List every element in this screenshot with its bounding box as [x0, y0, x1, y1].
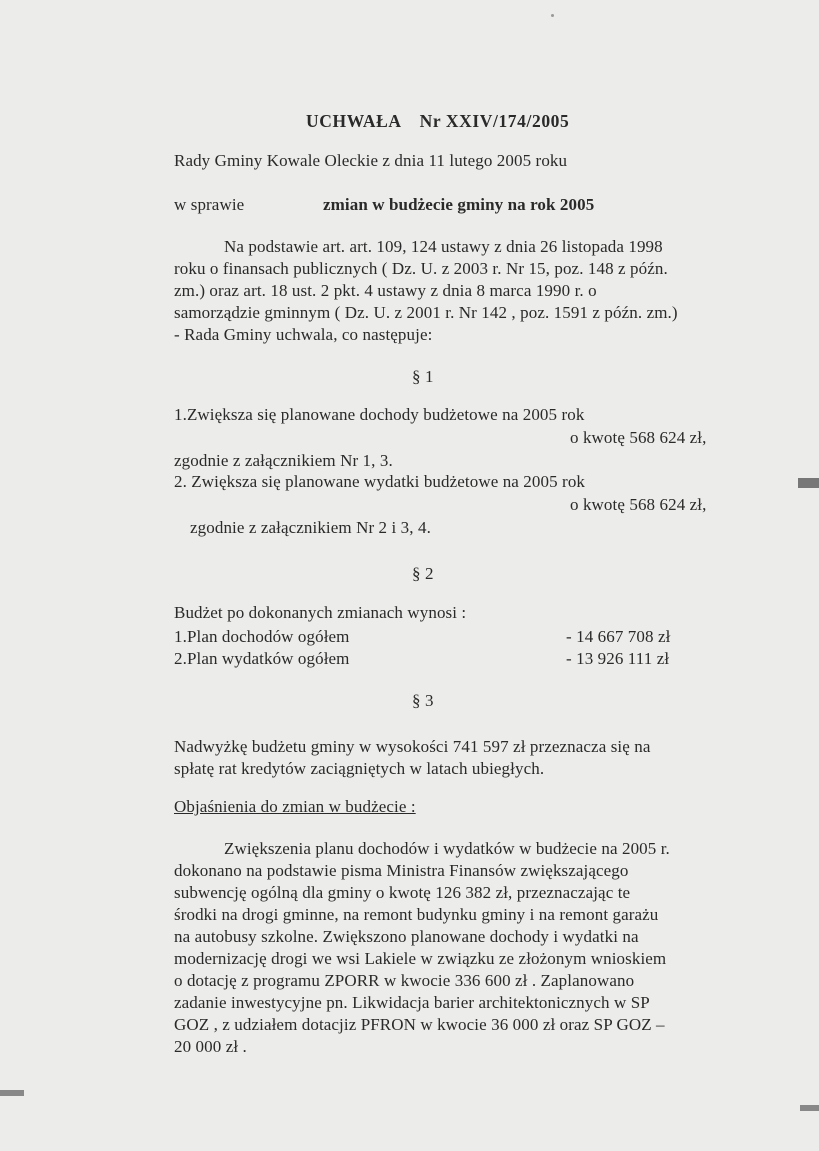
- explanation-line: subwencję ogólną dla gminy o kwotę 126 382 zł, przeznaczając te: [174, 883, 631, 902]
- explanation-line: Zwiększenia planu dochodów i wydatków w budżecie na 2005 r.: [224, 839, 670, 858]
- scan-edge-mark: [798, 478, 819, 488]
- section-1-reference-1: zgodnie z załącznikiem Nr 1, 3.: [174, 451, 393, 470]
- resolution-title-word: UCHWAŁA: [306, 111, 402, 131]
- scan-speck: [551, 14, 554, 17]
- explanation-line: zadanie inwestycyjne pn. Likwidacja barier architektonicznych w SP: [174, 993, 650, 1012]
- expense-plan-label: 2.Plan wydatków ogółem: [174, 649, 350, 668]
- explanation-line: GOZ , z udziałem dotacjiz PFRON w kwocie 36 000 zł oraz SP GOZ –: [174, 1015, 665, 1034]
- section-2-intro: Budżet po dokonanych zmianach wynosi :: [174, 603, 467, 622]
- section-1-amount-2: o kwotę 568 624 zł,: [570, 495, 707, 514]
- income-plan-label: 1.Plan dochodów ogółem: [174, 627, 350, 646]
- explanation-line: modernizację drogi we wsi Lakiele w związku ze złożonym wnioskiem: [174, 949, 667, 968]
- matter-label: w sprawie: [174, 195, 245, 214]
- explanation-heading: Objaśnienia do zmian w budżecie :: [174, 797, 416, 816]
- section-3-heading: § 3: [412, 691, 434, 710]
- scan-edge-mark: [0, 1090, 24, 1096]
- legal-basis-line: samorządzie gminnym ( Dz. U. z 2001 r. Nr 142 , poz. 1591 z późn. zm.): [174, 303, 678, 322]
- explanation-line: 20 000 zł .: [174, 1037, 247, 1056]
- legal-basis-line: zm.) oraz art. 18 ust. 2 pkt. 4 ustawy z dnia 8 marca 1990 r. o: [174, 281, 597, 300]
- resolution-number: Nr XXIV/174/2005: [419, 111, 570, 131]
- expense-plan-value: - 13 926 111 zł: [566, 649, 670, 668]
- legal-basis-line: Na podstawie art. art. 109, 124 ustawy z dnia 26 listopada 1998: [224, 237, 663, 256]
- income-plan-value: - 14 667 708 zł: [566, 627, 671, 646]
- explanation-line: dokonano na podstawie pisma Ministra Finansów zwiększającego: [174, 861, 629, 880]
- section-2-heading: § 2: [412, 564, 434, 583]
- legal-basis-line: - Rada Gminy uchwala, co następuje:: [174, 325, 433, 344]
- section-3-line: spłatę rat kredytów zaciągniętych w latach ubiegłych.: [174, 759, 545, 778]
- explanation-line: na autobusy szkolne. Zwiększono planowane dochody i wydatki na: [174, 927, 639, 946]
- legal-basis-line: roku o finansach publicznych ( Dz. U. z 2003 r. Nr 15, poz. 148 z późn.: [174, 259, 668, 278]
- section-3-line: Nadwyżkę budżetu gminy w wysokości 741 597 zł przeznacza się na: [174, 737, 651, 756]
- matter-subject: zmian w budżecie gminy na rok 2005: [323, 195, 595, 214]
- section-1-heading: § 1: [412, 367, 434, 386]
- section-1-reference-2: zgodnie z załącznikiem Nr 2 i 3, 4.: [190, 518, 431, 537]
- council-date-line: Rady Gminy Kowale Oleckie z dnia 11 lutego 2005 roku: [174, 151, 568, 170]
- section-1-item-2: 2. Zwiększa się planowane wydatki budżetowe na 2005 rok: [174, 472, 586, 491]
- explanation-line: o dotację z programu ZPORR w kwocie 336 600 zł . Zaplanowano: [174, 971, 635, 990]
- resolution-title: [306, 110, 569, 132]
- section-1-item-1: 1.Zwiększa się planowane dochody budżetowe na 2005 rok: [174, 405, 585, 424]
- scan-edge-mark: [800, 1105, 819, 1111]
- explanation-line: środki na drogi gminne, na remont budynku gminy i na remont garażu: [174, 905, 659, 924]
- section-1-amount-1: o kwotę 568 624 zł,: [570, 428, 707, 447]
